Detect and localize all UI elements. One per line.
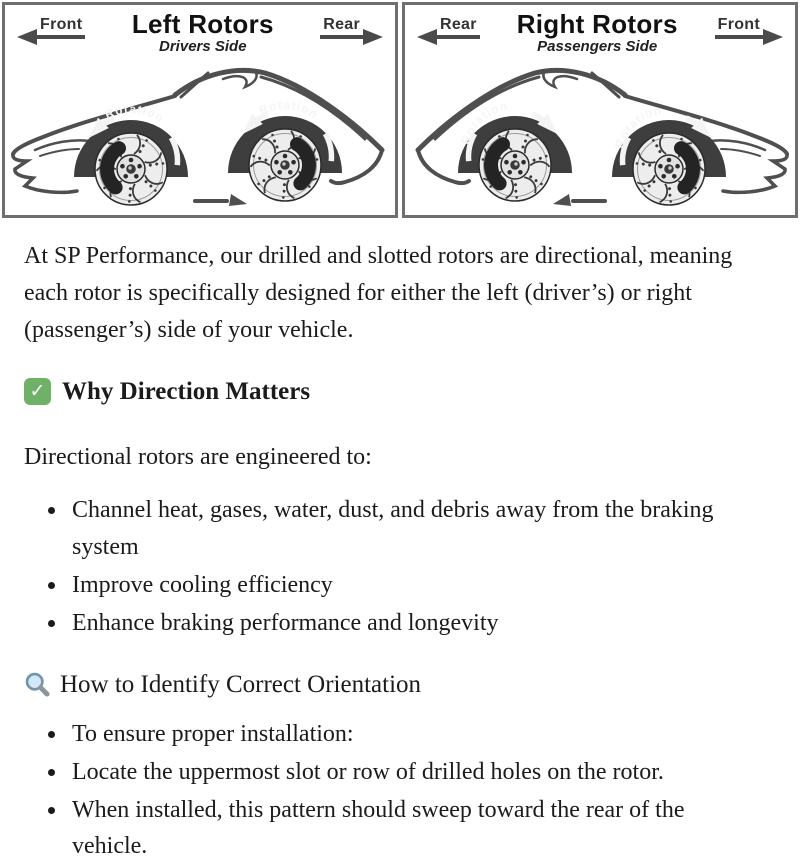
- intro-paragraph: At SP Performance, our drilled and slotted rotors are directional, meaning each rotor is specifically designed for either the left (driver’s) or right (passenger’s) side of your vehicle.: [24, 243, 733, 343]
- list-item: • To ensure proper installation:: [68, 716, 760, 753]
- how-steps-list: [24, 716, 760, 865]
- rotation-label: Rotation: [256, 97, 321, 122]
- rear-label: Rear: [320, 16, 363, 39]
- panel-title: Left Rotors: [131, 9, 274, 39]
- rear-label: Rear: [437, 16, 480, 39]
- right-panel-header: [405, 5, 795, 53]
- front-label: Front: [37, 16, 85, 39]
- why-lead-text: Directional rotors are engineered to:: [24, 443, 372, 470]
- front-direction-indicator: [715, 16, 783, 39]
- right-car-illustration: [405, 53, 795, 213]
- panel-subtitle: Drivers Side: [159, 37, 247, 55]
- left-panel-header: [5, 5, 395, 53]
- left-panel-title-block: [132, 10, 274, 55]
- list-item: • Improve cooling efficiency: [68, 567, 760, 604]
- rotation-label: Rotation: [102, 101, 167, 126]
- right-panel-title-block: [517, 10, 678, 55]
- rotation-label: Rotation: [457, 98, 510, 147]
- arrow-left-icon: [417, 29, 437, 45]
- list-item: • Enhance braking performance and longevity: [68, 605, 760, 642]
- magnifying-glass-icon: [24, 671, 51, 698]
- panel-title: Right Rotors: [516, 9, 678, 39]
- rear-direction-indicator: [417, 16, 480, 39]
- list-item: • When installed, this pattern should sweep toward the rear of the vehicle.: [68, 792, 760, 865]
- front-label: Front: [715, 16, 763, 39]
- left-rotors-panel: [2, 2, 398, 218]
- section-title: How to Identify Correct Orientation: [60, 670, 422, 698]
- front-direction-indicator: [17, 16, 85, 39]
- rotation-label: Rotation: [611, 102, 664, 151]
- section-heading-how-to-identify: [24, 670, 774, 700]
- right-rotors-panel: [402, 2, 798, 218]
- section-heading-why-direction-matters: [24, 377, 774, 407]
- rotor-direction-article: [0, 220, 800, 865]
- rear-direction-indicator: [320, 16, 383, 39]
- rotor-direction-diagram: [0, 0, 800, 220]
- check-icon: ✓: [24, 378, 51, 405]
- list-item: • Channel heat, gases, water, dust, and debris away from the braking system: [68, 492, 760, 566]
- arrow-left-icon: [17, 29, 37, 45]
- section-title: Why Direction Matters: [62, 377, 311, 405]
- left-car-illustration: [5, 53, 395, 213]
- arrow-right-icon: [763, 29, 783, 45]
- list-item: • Locate the uppermost slot or row of drilled holes on the rotor.: [68, 754, 760, 791]
- arrow-right-icon: [363, 29, 383, 45]
- why-benefits-list: [24, 492, 760, 642]
- panel-subtitle: Passengers Side: [537, 37, 658, 55]
